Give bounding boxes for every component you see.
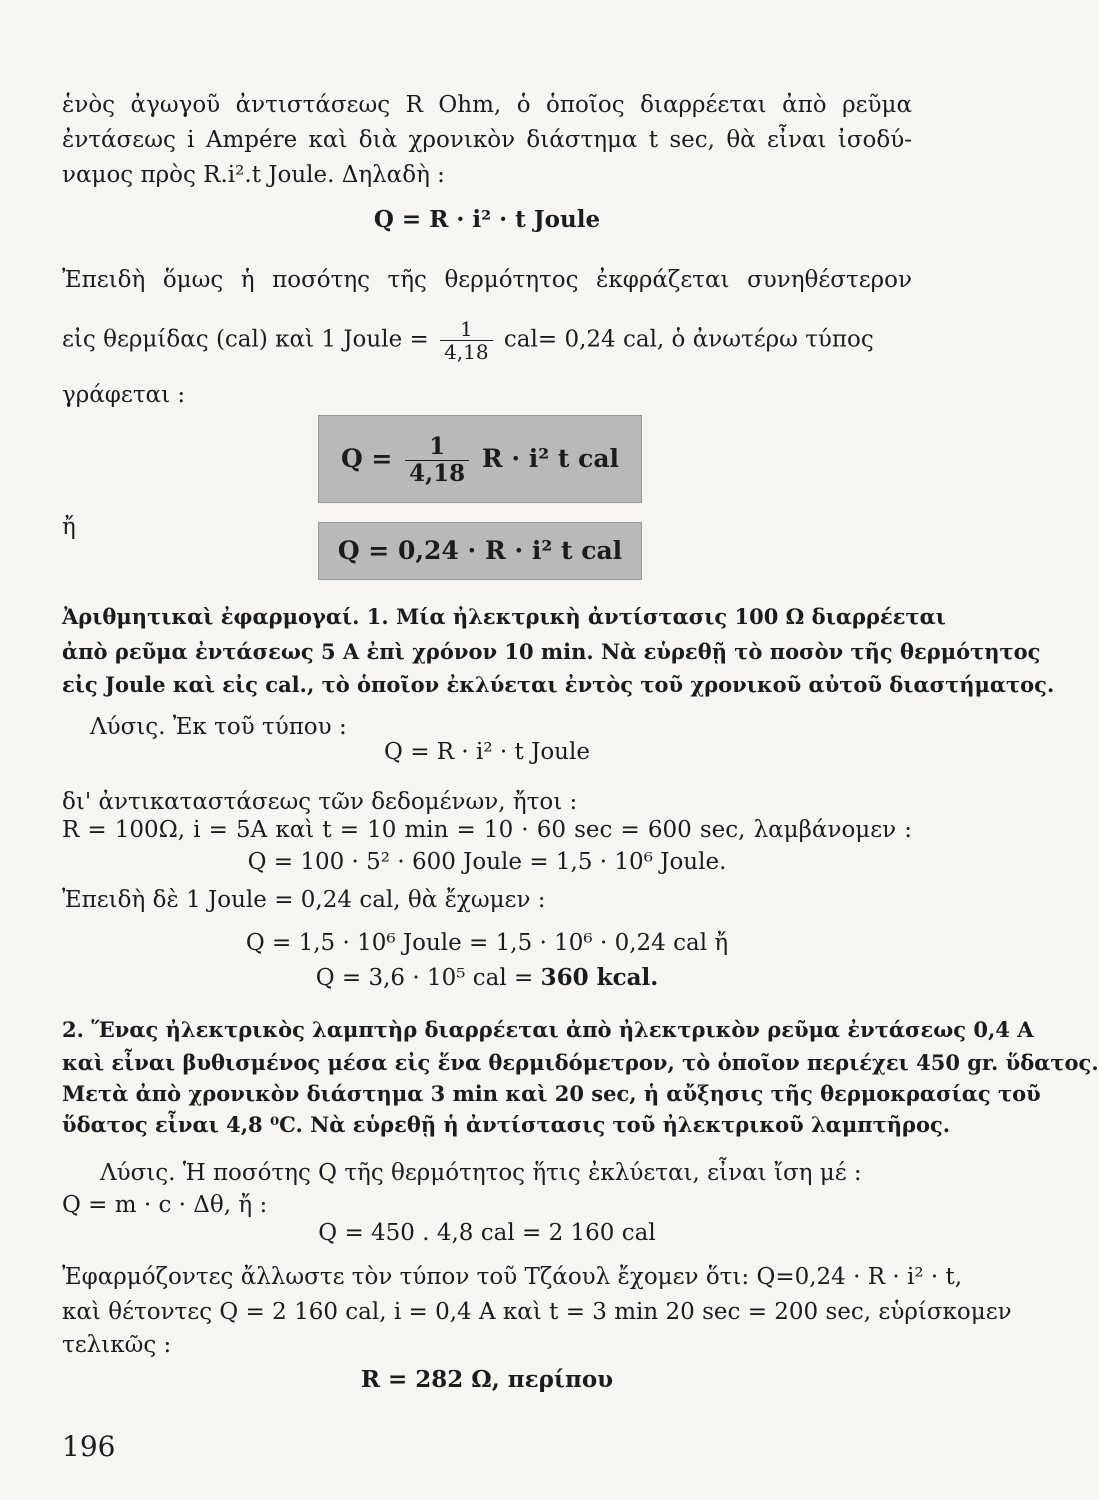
final-result: R = 282 Ω, περίπου — [360, 1366, 614, 1393]
fraction — [440, 318, 493, 363]
formula-lhs: Q = — [340, 444, 393, 473]
formula-line: Q = 100 · 5² · 600 Joule = 1,5 · 10⁶ Joule. — [247, 849, 727, 875]
example-heading: Ἀριθμητικαὶ ἐφαρμογαί. 1. Μία ἠλεκτρικὴ ἀντίστασις 100 Ω διαρρέεται — [62, 604, 946, 629]
formula-joule: Q = R · i² · t Joule — [373, 206, 601, 233]
solution-label: Λύσις. Ἡ ποσότης Q τῆς θερμότητος ἥτις ἐκλύεται, εἶναι ἴση μέ : — [100, 1160, 862, 1186]
formula-line: Q = m · c · Δθ, ἤ : — [62, 1192, 268, 1218]
paragraph-line: ὕδατος εἶναι 4,8 ⁰C. Νὰ εὑρεθῇ ἡ ἀντίστασις τοῦ ἠλεκτρικοῦ λαμπτῆρος. — [62, 1112, 951, 1137]
formula-rhs: R · i² t cal — [481, 444, 620, 473]
fraction-denominator: 4,18 — [409, 460, 466, 487]
formula-line: Q = 1,5 · 10⁶ Joule = 1,5 · 10⁶ · 0,24 cal ἤ — [245, 930, 729, 956]
fraction-numerator: 1 — [440, 318, 493, 341]
formula-text: Q = 3,6 · 10⁵ cal = — [315, 965, 541, 991]
paragraph-line: γράφεται : — [62, 382, 186, 408]
paragraph-line: R = 100Ω, i = 5A καὶ t = 10 min = 10 · 60 sec = 600 sec, λαμβάνομεν : — [62, 817, 912, 843]
highlighted-formula-box — [318, 415, 642, 503]
paragraph-line: Ἐπειδὴ δὲ 1 Joule = 0,24 cal, θὰ ἔχωμεν : — [62, 887, 546, 913]
paragraph-line: ἑνὸς ἀγωγοῦ ἀντιστάσεως R Ohm, ὁ ὁποῖος διαρρέεται ἀπὸ ρεῦμα — [62, 92, 912, 118]
text-segment: εἰς θερμίδας (cal) καὶ 1 Joule = — [62, 326, 429, 353]
highlighted-formula-box: Q = 0,24 · R · i² t cal — [318, 522, 642, 580]
solution-label: Λύσις. Ἐκ τοῦ τύπου : — [90, 714, 347, 740]
paragraph-line: ἐντάσεως i Ampére καὶ διὰ χρονικὸν διάστημα t sec, θὰ εἶναι ἰσοδύ- — [62, 127, 912, 153]
paragraph-line: δι' ἀντικαταστάσεως τῶν δεδομένων, ἤτοι : — [62, 789, 578, 815]
formula-line: Q = R · i² · t Joule — [384, 739, 590, 765]
example-heading: 2. Ἕνας ἠλεκτρικὸς λαμπτὴρ διαρρέεται ἀπὸ ἠλεκτρικὸν ρεῦμα ἐντάσεως 0,4 Α — [62, 1017, 1034, 1042]
paragraph-line-with-fraction — [62, 318, 912, 363]
paragraph-line: ναμος πρὸς R.i².t Joule. Δηλαδὴ : — [62, 162, 445, 188]
result-value: 360 kcal. — [540, 964, 659, 991]
page-number: 196 — [62, 1430, 116, 1463]
formula-line — [62, 963, 912, 993]
formula-fraction — [405, 434, 469, 487]
fraction-denominator: 4,18 — [444, 340, 489, 364]
text-segment: cal= 0,24 cal, ὁ ἀνωτέρω τύπος — [503, 326, 874, 353]
formula-line: Q = 450 . 4,8 cal = 2 160 cal — [318, 1220, 656, 1246]
paragraph-line: Μετὰ ἀπὸ χρονικὸν διάστημα 3 min καὶ 20 sec, ἡ αὔξησις τῆς θερμοκρασίας τοῦ — [62, 1081, 1041, 1106]
paragraph-line: καὶ εἶναι βυθισμένος μέσα εἰς ἕνα θερμιδόμετρον, τὸ ὁποῖον περιέχει 450 gr. ὕδατος. — [62, 1050, 1099, 1075]
fraction-numerator: 1 — [405, 434, 469, 461]
paragraph-line: Ἐφαρμόζοντες ἄλλωστε τὸν τύπον τοῦ Τζάουλ ἔχομεν ὅτι: Q=0,24 · R · i² · t, — [62, 1264, 963, 1290]
paragraph-line: τελικῶς : — [62, 1332, 172, 1358]
paragraph-line: καὶ θέτοντες Q = 2 160 cal, i = 0,4 Α καὶ t = 3 min 20 sec = 200 sec, εὑρίσκομεν — [62, 1299, 1012, 1325]
paragraph-line: εἰς Joule καὶ εἰς cal., τὸ ὁποῖον ἐκλύεται ἐντὸς τοῦ χρονικοῦ αὐτοῦ διαστήματος. — [62, 672, 1055, 697]
or-word: ἤ — [62, 514, 76, 540]
paragraph-line: Ἐπειδὴ ὅμως ἡ ποσότης τῆς θερμότητος ἐκφράζεται συνηθέστερον — [62, 267, 912, 293]
paragraph-line: ἀπὸ ρεῦμα ἐντάσεως 5 Α ἐπὶ χρόνον 10 min. Νὰ εὑρεθῇ τὸ ποσὸν τῆς θερμότητος — [62, 639, 1041, 664]
